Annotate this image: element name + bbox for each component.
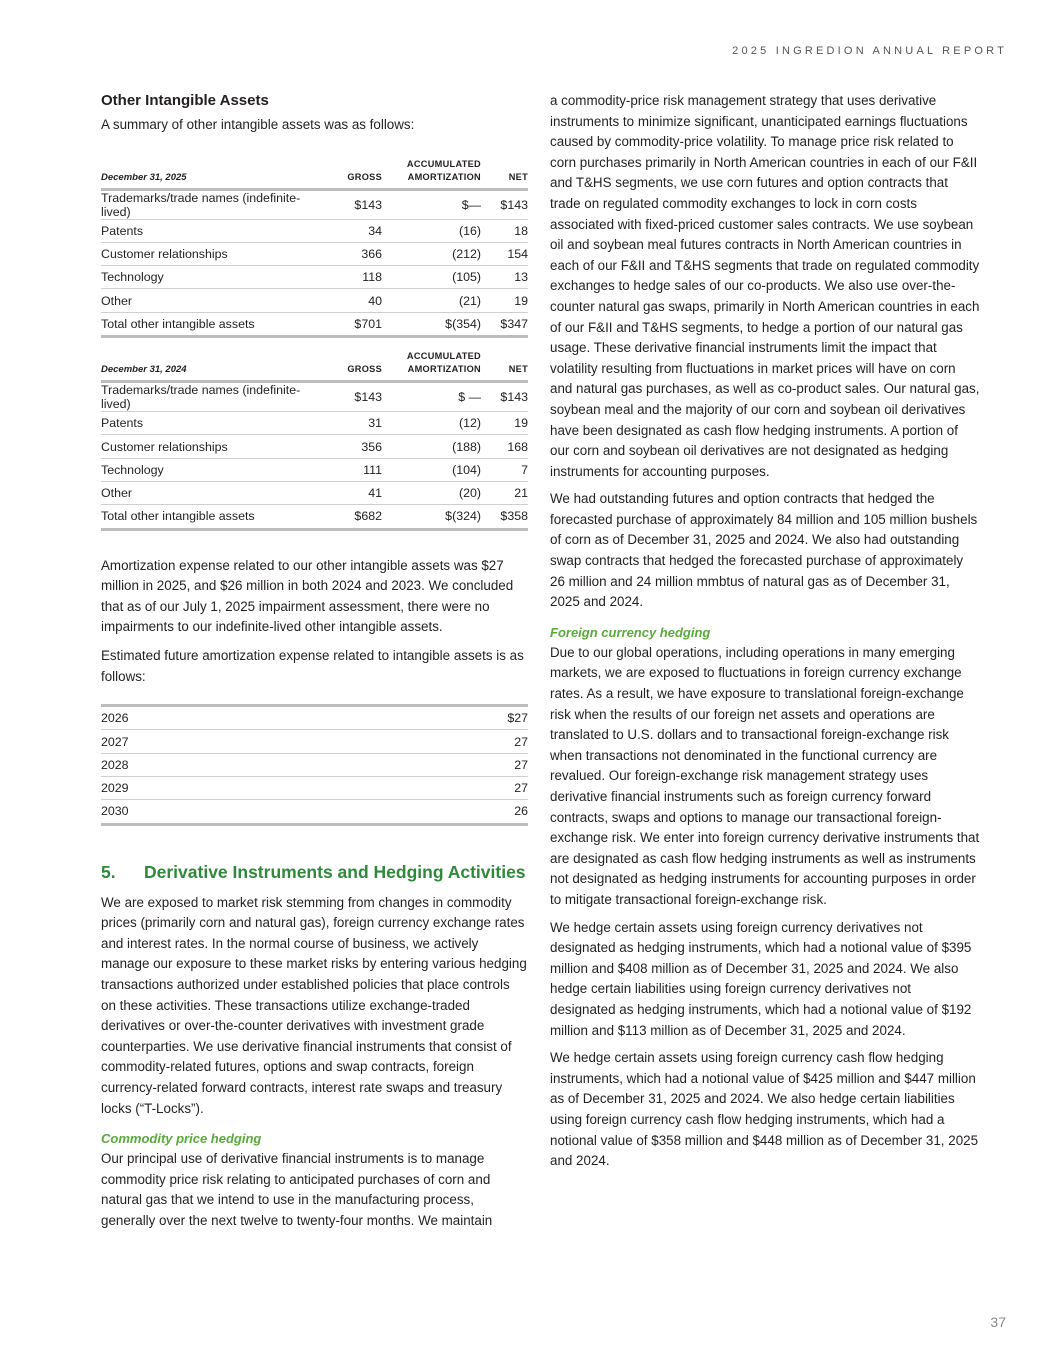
table-row: Technology 111 (104) 7 <box>101 458 528 481</box>
fx-hedging-heading: Foreign currency hedging <box>550 624 711 640</box>
report-header: 2025 INGREDION ANNUAL REPORT <box>732 45 1007 57</box>
fx-paragraph-2: We hedge certain assets using foreign currency derivatives not designated as hedging instruments, which had a notional value of $395 million and $408 million as of December 31, 2025 and 2024. We also hedge certain liabilities using foreign currency derivatives not designated as hedging instruments, which had a notional value of $192 million and $113 million as of December 31, 2025 and 2024. <box>550 919 972 1038</box>
table-row: 2027 27 <box>101 730 528 753</box>
table-row: Other 41 (20) 21 <box>101 481 528 504</box>
col-header-net: NET <box>508 364 528 375</box>
page-number: 37 <box>990 1314 1006 1330</box>
table-row: Trademarks/trade names (indefinite-lived) $143 $ — $143 <box>101 383 528 412</box>
table-row: Customer relationships 366 (212) 154 <box>101 242 528 265</box>
col-header-accumulated: ACCUMULATED AMORTIZATION <box>406 351 481 375</box>
table-total-row: Total other intangible assets $701 $(354) $347 <box>101 312 528 336</box>
section-number: 5. <box>101 861 116 882</box>
intangibles-table-2025 <box>101 158 528 338</box>
fx-paragraph-1: Due to our global operations, including operations in many emerging markets, we are exposed to fluctuations in foreign currency exchange rates. As a result, we have exposure to translational foreign-exchange risk when the results of our foreign net assets and operations are translated to U.S. dollars and to transactional foreign-exchange risk when transactions not denominated in the functional currency are revalued. Our foreign-exchange risk management strategy uses derivative financial instruments such as foreign currency forward contracts, swaps and options to manage our transactional foreign-exchange risk. We enter into foreign currency derivative instruments that are designated as cash flow hedging instruments as well as instruments not designated as hedging instruments for accounting purposes in order to mitigate transactional foreign-exchange risk. <box>550 644 980 907</box>
col-header-gross: GROSS <box>347 364 382 375</box>
table-row: Patents 31 (12) 19 <box>101 412 528 435</box>
table-row: Customer relationships 356 (188) 168 <box>101 435 528 458</box>
commodity-paragraph-continued: a commodity-price risk management strategy that uses derivative instruments to minimize significant, unanticipated earnings fluctuations caused by commodity-price volatility. To manage price risk related to corn purchases primarily in North American countries in each of our F&II and T&HS segments, we use corn futures and option contracts that trade on regulated commodity exchanges to lock in corn costs associated with fixed-priced customer sales contracts. We use soybean oil and soybean meal futures contracts in North American countries in each of our F&II and T&HS segments that trade on regulated commodity exchanges to hedge sales of our co-products. We also use over-the-counter natural gas swaps, primarily in North American countries in each of our F&II and T&HS segments, to hedge a portion of our natural gas usage. These derivative financial instruments limit the impact that volatility resulting from fluctuations in market prices will have on corn and natural gas purchases, as well as co-product sales. Our natural gas, soybean meal and the majority of our corn and soybean oil derivatives have been designated as cash flow hedging instruments. A portion of our corn and soybean oil derivatives are not designated as hedging instruments for accounting purposes. <box>550 93 980 479</box>
table-row: Other 40 (21) 19 <box>101 289 528 312</box>
table-row: Patents 34 (16) 18 <box>101 219 528 242</box>
section-5-heading <box>101 862 528 882</box>
table-row: Trademarks/trade names (indefinite-lived) $143 $— $143 <box>101 190 528 219</box>
intro-text: A summary of other intangible assets was as follows: <box>101 117 415 132</box>
future-amortization-paragraph: Estimated future amortization expense related to intangible assets is as follows: <box>101 647 524 684</box>
commodity-hedging-heading: Commodity price hedging <box>101 1131 262 1147</box>
col-header-net: NET <box>508 171 528 182</box>
table-row: 2028 27 <box>101 753 528 776</box>
table-date: December 31, 2025 <box>101 171 187 183</box>
intangibles-table-2024 <box>101 350 528 530</box>
commodity-paragraph-start: Our principal use of derivative financial instruments is to manage commodity price risk relating to anticipated purchases of corn and natural gas that we intend to use in the manufacturing process, generally over the next twelve to twenty-four months. We maintain <box>101 1151 493 1228</box>
right-column <box>550 91 980 1179</box>
col-header-gross: GROSS <box>347 171 382 182</box>
section-heading-intangibles: Other Intangible Assets <box>101 92 269 109</box>
future-amortization-table <box>101 704 528 825</box>
col-header-accumulated: ACCUMULATED AMORTIZATION <box>406 158 481 182</box>
table-row: 2029 27 <box>101 777 528 800</box>
table-date: December 31, 2024 <box>101 364 187 376</box>
amortization-paragraph: Amortization expense related to our other intangible assets was $27 million in 2025, and $26 million in both 2024 and 2023. We concluded that as of our July 1, 2025 impairment assessment, there were no impairments to our indefinite-lived other intangible assets. <box>101 557 514 635</box>
table-row: Technology 118 (105) 13 <box>101 266 528 289</box>
table-row: 2026 $27 <box>101 706 528 730</box>
left-column <box>101 92 528 1240</box>
fx-paragraph-3: We hedge certain assets using foreign currency cash flow hedging instruments, which had a notional value of $425 million and $447 million as of December 31, 2025 and 2024. We also hedge certain liabilities using foreign currency cash flow hedging instruments, which had a notional value of $358 million and $448 million as of December 31, 2025 and 2024. <box>550 1050 979 1169</box>
derivatives-intro-paragraph: We are exposed to market risk stemming from changes in commodity prices (primarily corn and natural gas), foreign currency exchange rates and interest rates. In the normal course of business, we actively manage our exposure to these market risks by entering various hedging transactions authorized under established policies that place controls on these activities. These transactions utilize exchange-traded derivatives or over-the-counter derivatives with investment grade counterparties. We use derivative financial instruments that consist of commodity-related futures, options and swap contracts, foreign currency-related forward contracts, interest rate swaps and treasury locks (“T-Locks”). <box>101 894 527 1116</box>
table-row: 2030 26 <box>101 800 528 824</box>
table-total-row: Total other intangible assets $682 $(324) $358 <box>101 505 528 529</box>
section-title: Derivative Instruments and Hedging Activities <box>144 861 526 882</box>
commodity-contracts-paragraph: We had outstanding futures and option contracts that hedged the forecasted purchase of approximately 84 million and 105 million bushels of corn as of December 31, 2025 and 2024. We also had outstanding swap contracts that hedged the forecasted purchase of approximately 26 million and 24 million mmbtus of natural gas as of December 31, 2025 and 2024. <box>550 491 978 610</box>
